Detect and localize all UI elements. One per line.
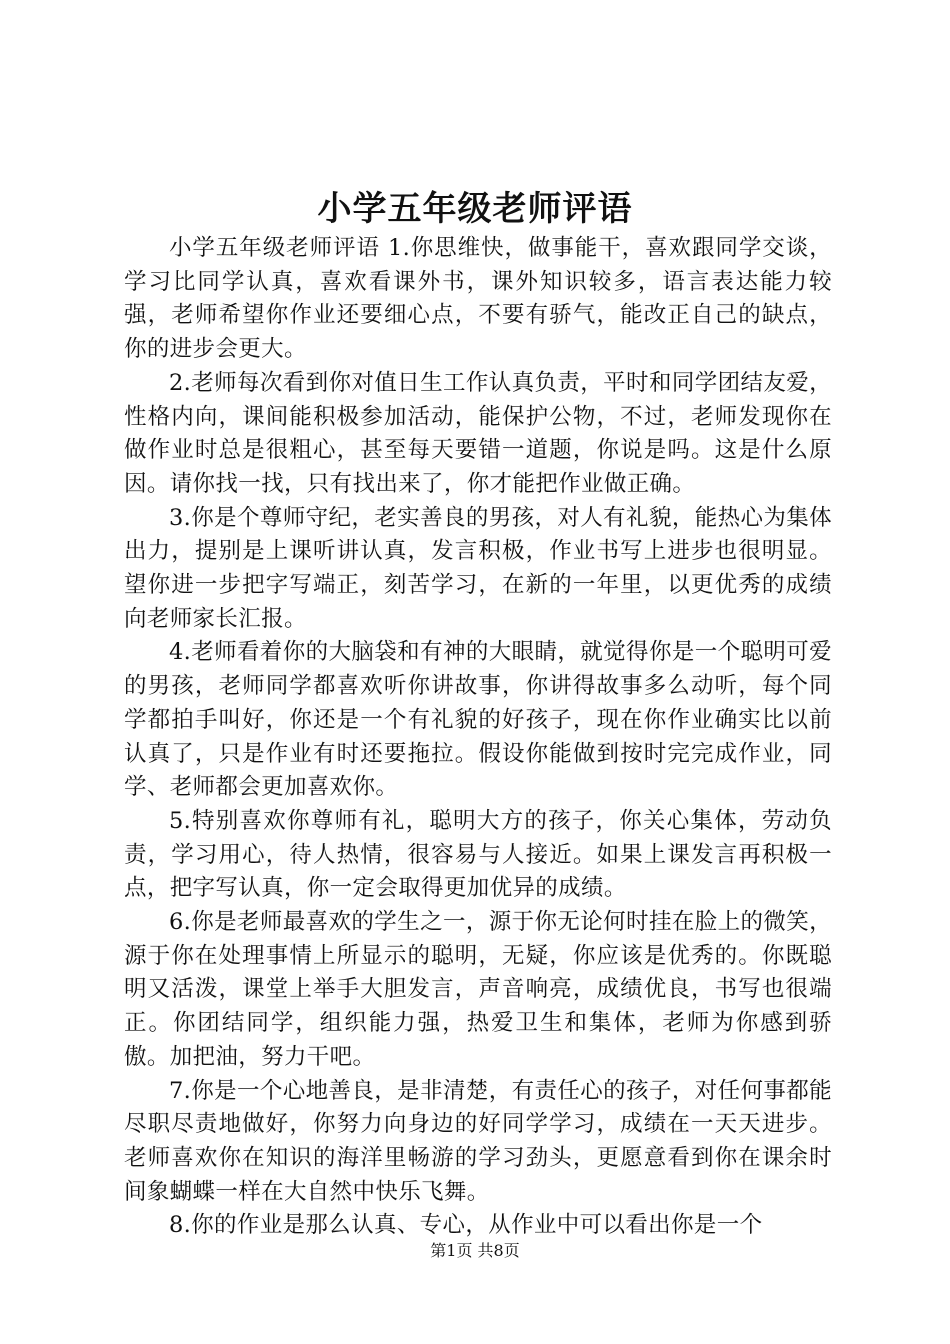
page-footer: 第1页 共8页 xyxy=(430,1241,520,1260)
document-title: 小学五年级老师评语 xyxy=(317,189,633,229)
paragraph-6: 6.你是老师最喜欢的学生之一，源于你无论何时挂在脸上的微笑，源于你在处理事情上所显示的聪明，无疑，你应该是优秀的。你既聪明又活泼，课堂上举手大胆发言，声音响亮，成绩优良，书写也很端正。你团结同学，组织能力强，热爱卫生和集体，老师为你感到骄傲。加把油，努力干吧。 xyxy=(124,909,832,1070)
paragraph-5: 5.特别喜欢你尊师有礼，聪明大方的孩子，你关心集体，劳动负责，学习用心，待人热情，很容易与人接近。如果上课发言再积极一点，把字写认真，你一定会取得更加优异的成绩。 xyxy=(124,807,832,902)
document-body xyxy=(124,232,832,1243)
paragraph-1: 小学五年级老师评语 1.你思维快，做事能干，喜欢跟同学交谈，学习比同学认真，喜欢看课外书，课外知识较多，语言表达能力较强，老师希望你作业还要细心点，不要有骄气，能改正自己的缺点，你的进步会更大。 xyxy=(124,235,832,363)
paragraph-3: 3.你是个尊师守纪，老实善良的男孩，对人有礼貌，能热心为集体出力，提别是上课听讲认真，发言积极，作业书写上进步也很明显。望你进一步把字写端正，刻苦学习，在新的一年里，以更优秀的成绩向老师家长汇报。 xyxy=(124,504,832,632)
paragraph-4: 4.老师看着你的大脑袋和有神的大眼睛，就觉得你是一个聪明可爱的男孩，老师同学都喜欢听你讲故事，你讲得故事多么动听，每个同学都拍手叫好，你还是一个有礼貌的好孩子，现在你作业确实比以前认真了，只是作业有时还要拖拉。假设你能做到按时完完成作业，同学、老师都会更加喜欢你。 xyxy=(124,639,832,801)
paragraph-7: 7.你是一个心地善良，是非清楚，有责任心的孩子，对任何事都能尽职尽责地做好，你努力向身边的好同学学习，成绩在一天天进步。老师喜欢你在知识的海洋里畅游的学习劲头，更愿意看到你在课余时间象蝴蝶一样在大自然中快乐飞舞。 xyxy=(124,1077,832,1205)
paragraph-8: 8.你的作业是那么认真、专心，从作业中可以看出你是一个 xyxy=(169,1212,763,1239)
paragraph-2: 2.老师每次看到你对值日生工作认真负责，平时和同学团结友爱，性格内向，课间能积极参加活动，能保护公物，不过，老师发现你在做作业时总是很粗心，甚至每天要错一道题，你说是吗。这是什么原因。请你找一找，只有找出来了，你才能把作业做正确。 xyxy=(124,369,832,497)
